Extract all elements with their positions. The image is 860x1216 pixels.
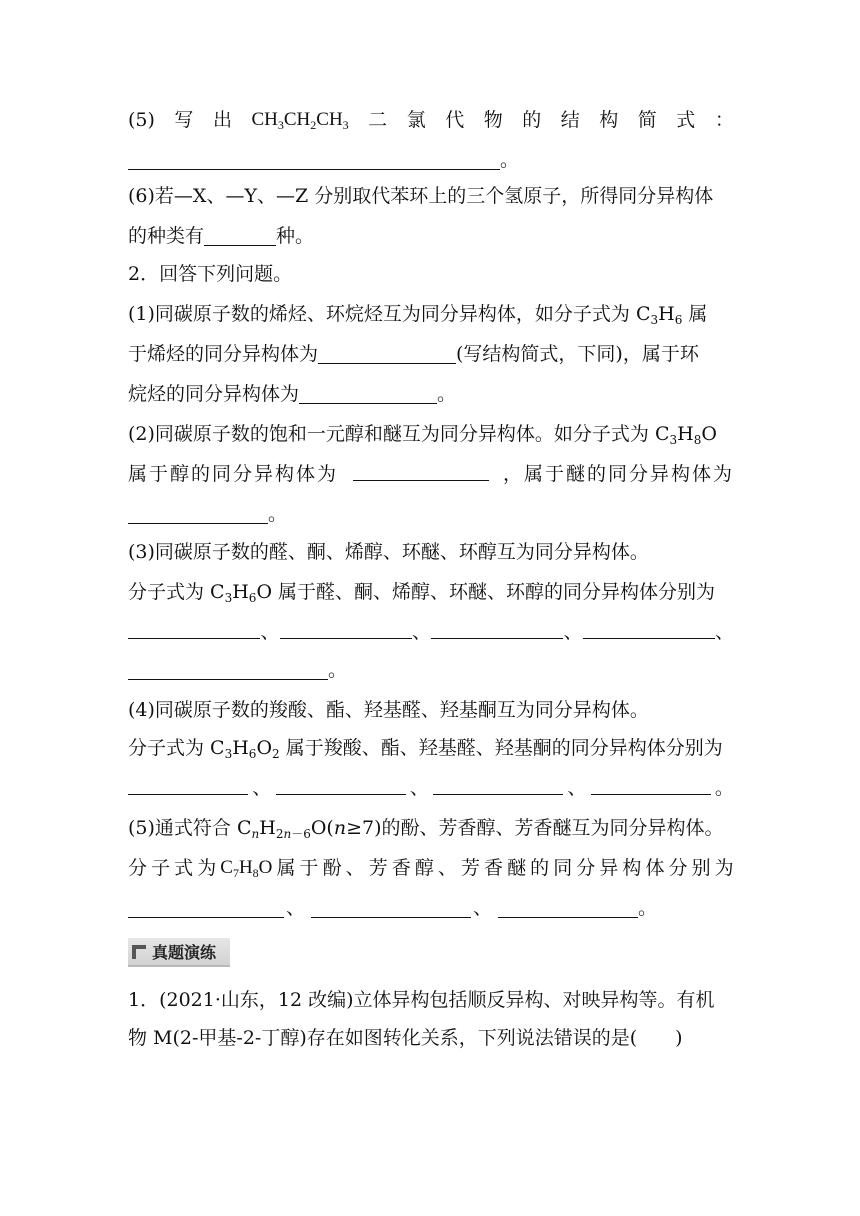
q2-p3-line1: (3)同碳原子数的醛、酮、烯醇、环醚、环醇互为同分异构体。 <box>128 541 649 563</box>
q6-text: (6)若—X、—Y、—Z 分别取代苯环上的三个氢原子，所得同分异构体 <box>128 185 714 207</box>
q2-p5-line1: (5)通式符合 $C_nH_{2n-6}O(n\ge 7)$的酚、芳香醇、芳香醚互为同分异构体。 <box>128 817 724 841</box>
answer-blank[interactable] <box>431 618 563 639</box>
answer-blank[interactable] <box>299 383 437 404</box>
q2-p1-line2: 于烯烃的同分异构体为 (写结构简式，下同)，属于环 <box>128 343 699 365</box>
q2-p2-line1: (2)同碳原子数的饱和一元醇和醚互为同分异构体。如分子式为 $C_3H_8O$ <box>128 423 717 447</box>
answer-blank[interactable] <box>433 774 563 795</box>
q6-line1 <box>128 182 734 210</box>
answer-blank[interactable] <box>280 618 412 639</box>
q5-formula: $CH_3CH_2CH_3$ <box>251 109 349 132</box>
answer-blank[interactable] <box>128 897 284 918</box>
answer-blank[interactable] <box>311 897 471 918</box>
q5-text: 结 <box>560 109 580 131</box>
q2-p3-line2: 分子式为 $C_3H_6O$ 属于醛、酮、烯醇、环醚、环醇的同分异构体分别为 <box>128 581 716 605</box>
q2-p4-line3: 、 、 、 。 <box>128 774 734 802</box>
q5-text: 氯 <box>406 109 426 131</box>
q2-p5-line3: 、 、 。 <box>128 894 734 922</box>
exam-q1-text: 物 M(2-甲基-2-丁醇)存在如图转化关系，下列说法错误的是( ) <box>128 1027 683 1049</box>
q6-text: 种。 <box>276 225 315 247</box>
q5-text: 式 <box>676 109 696 131</box>
answer-blank[interactable] <box>204 225 276 246</box>
q2-p2-line3: 。 <box>128 500 734 528</box>
q5-line2 <box>128 146 734 174</box>
q5-text: 写 <box>174 109 194 131</box>
q5-text: 二 <box>368 109 388 131</box>
answer-blank[interactable] <box>318 343 456 364</box>
answer-blank[interactable] <box>128 659 328 680</box>
answer-blank[interactable] <box>498 897 638 918</box>
corner-bracket-icon <box>132 945 146 959</box>
answer-blank[interactable] <box>128 149 500 170</box>
q2-p3-line4: 。 <box>128 656 734 684</box>
answer-blank[interactable] <box>591 774 711 795</box>
q5-text: 物 <box>483 109 503 131</box>
exam-q1-line1 <box>128 986 734 1014</box>
answer-blank[interactable] <box>128 503 268 524</box>
q6-line2 <box>128 222 734 250</box>
answer-blank[interactable] <box>583 618 715 639</box>
q2-p5-line2: 分 子 式 为 $C_7H_8O$ 属 于 酚 、 芳 香 醇 、 芳 香 醚 的 同 分 异 构 体 分 别 为 <box>128 857 734 880</box>
q5-label: (5) <box>128 109 155 131</box>
q2-p4-line1: (4)同碳原子数的羧酸、酯、羟基醛、羟基酮互为同分异构体。 <box>128 699 649 721</box>
answer-blank[interactable] <box>276 774 406 795</box>
section-badge-label: 真题演练 <box>152 943 217 962</box>
q2-p2-line2: 属于醇的同分异构体为 ，属于醚的同分异构体为 <box>128 460 734 488</box>
q2-p1-line3: 烷烃的同分异构体为 。 <box>128 383 457 405</box>
answer-blank[interactable] <box>128 618 260 639</box>
q2-heading-text: 2．回答下列问题。 <box>128 263 293 285</box>
q5-text: ： <box>714 109 734 131</box>
exam-q1-text: 1．(2021·山东，12 改编)立体异构包括顺反异构、对映异构等。有机 <box>128 989 715 1011</box>
exam-q1-line2 <box>128 1024 734 1052</box>
q5-text: 的 <box>522 109 542 131</box>
punct: 。 <box>500 149 520 171</box>
q2-p1-line1: (1)同碳原子数的烯烃、环烷烃互为同分异构体，如分子式为 $C_3H_6$ 属 <box>128 303 708 327</box>
answer-blank[interactable] <box>353 460 489 481</box>
answer-blank[interactable] <box>128 774 248 795</box>
q5-text: 构 <box>599 109 619 131</box>
q6-text: 的种类有 <box>128 225 205 247</box>
q2-heading <box>128 260 734 288</box>
q5-text: 简 <box>637 109 657 131</box>
q5-text: 代 <box>445 109 465 131</box>
section-badge <box>128 938 230 967</box>
q5-line1 <box>128 106 734 134</box>
q2-p4-line2: 分子式为 $C_3H_6O_2$ 属于羧酸、酯、羟基醛、羟基酮的同分异构体分别为 <box>128 737 723 761</box>
q5-text: 出 <box>212 109 232 131</box>
q2-p3-line3: 、 、 、 、 <box>128 618 734 646</box>
